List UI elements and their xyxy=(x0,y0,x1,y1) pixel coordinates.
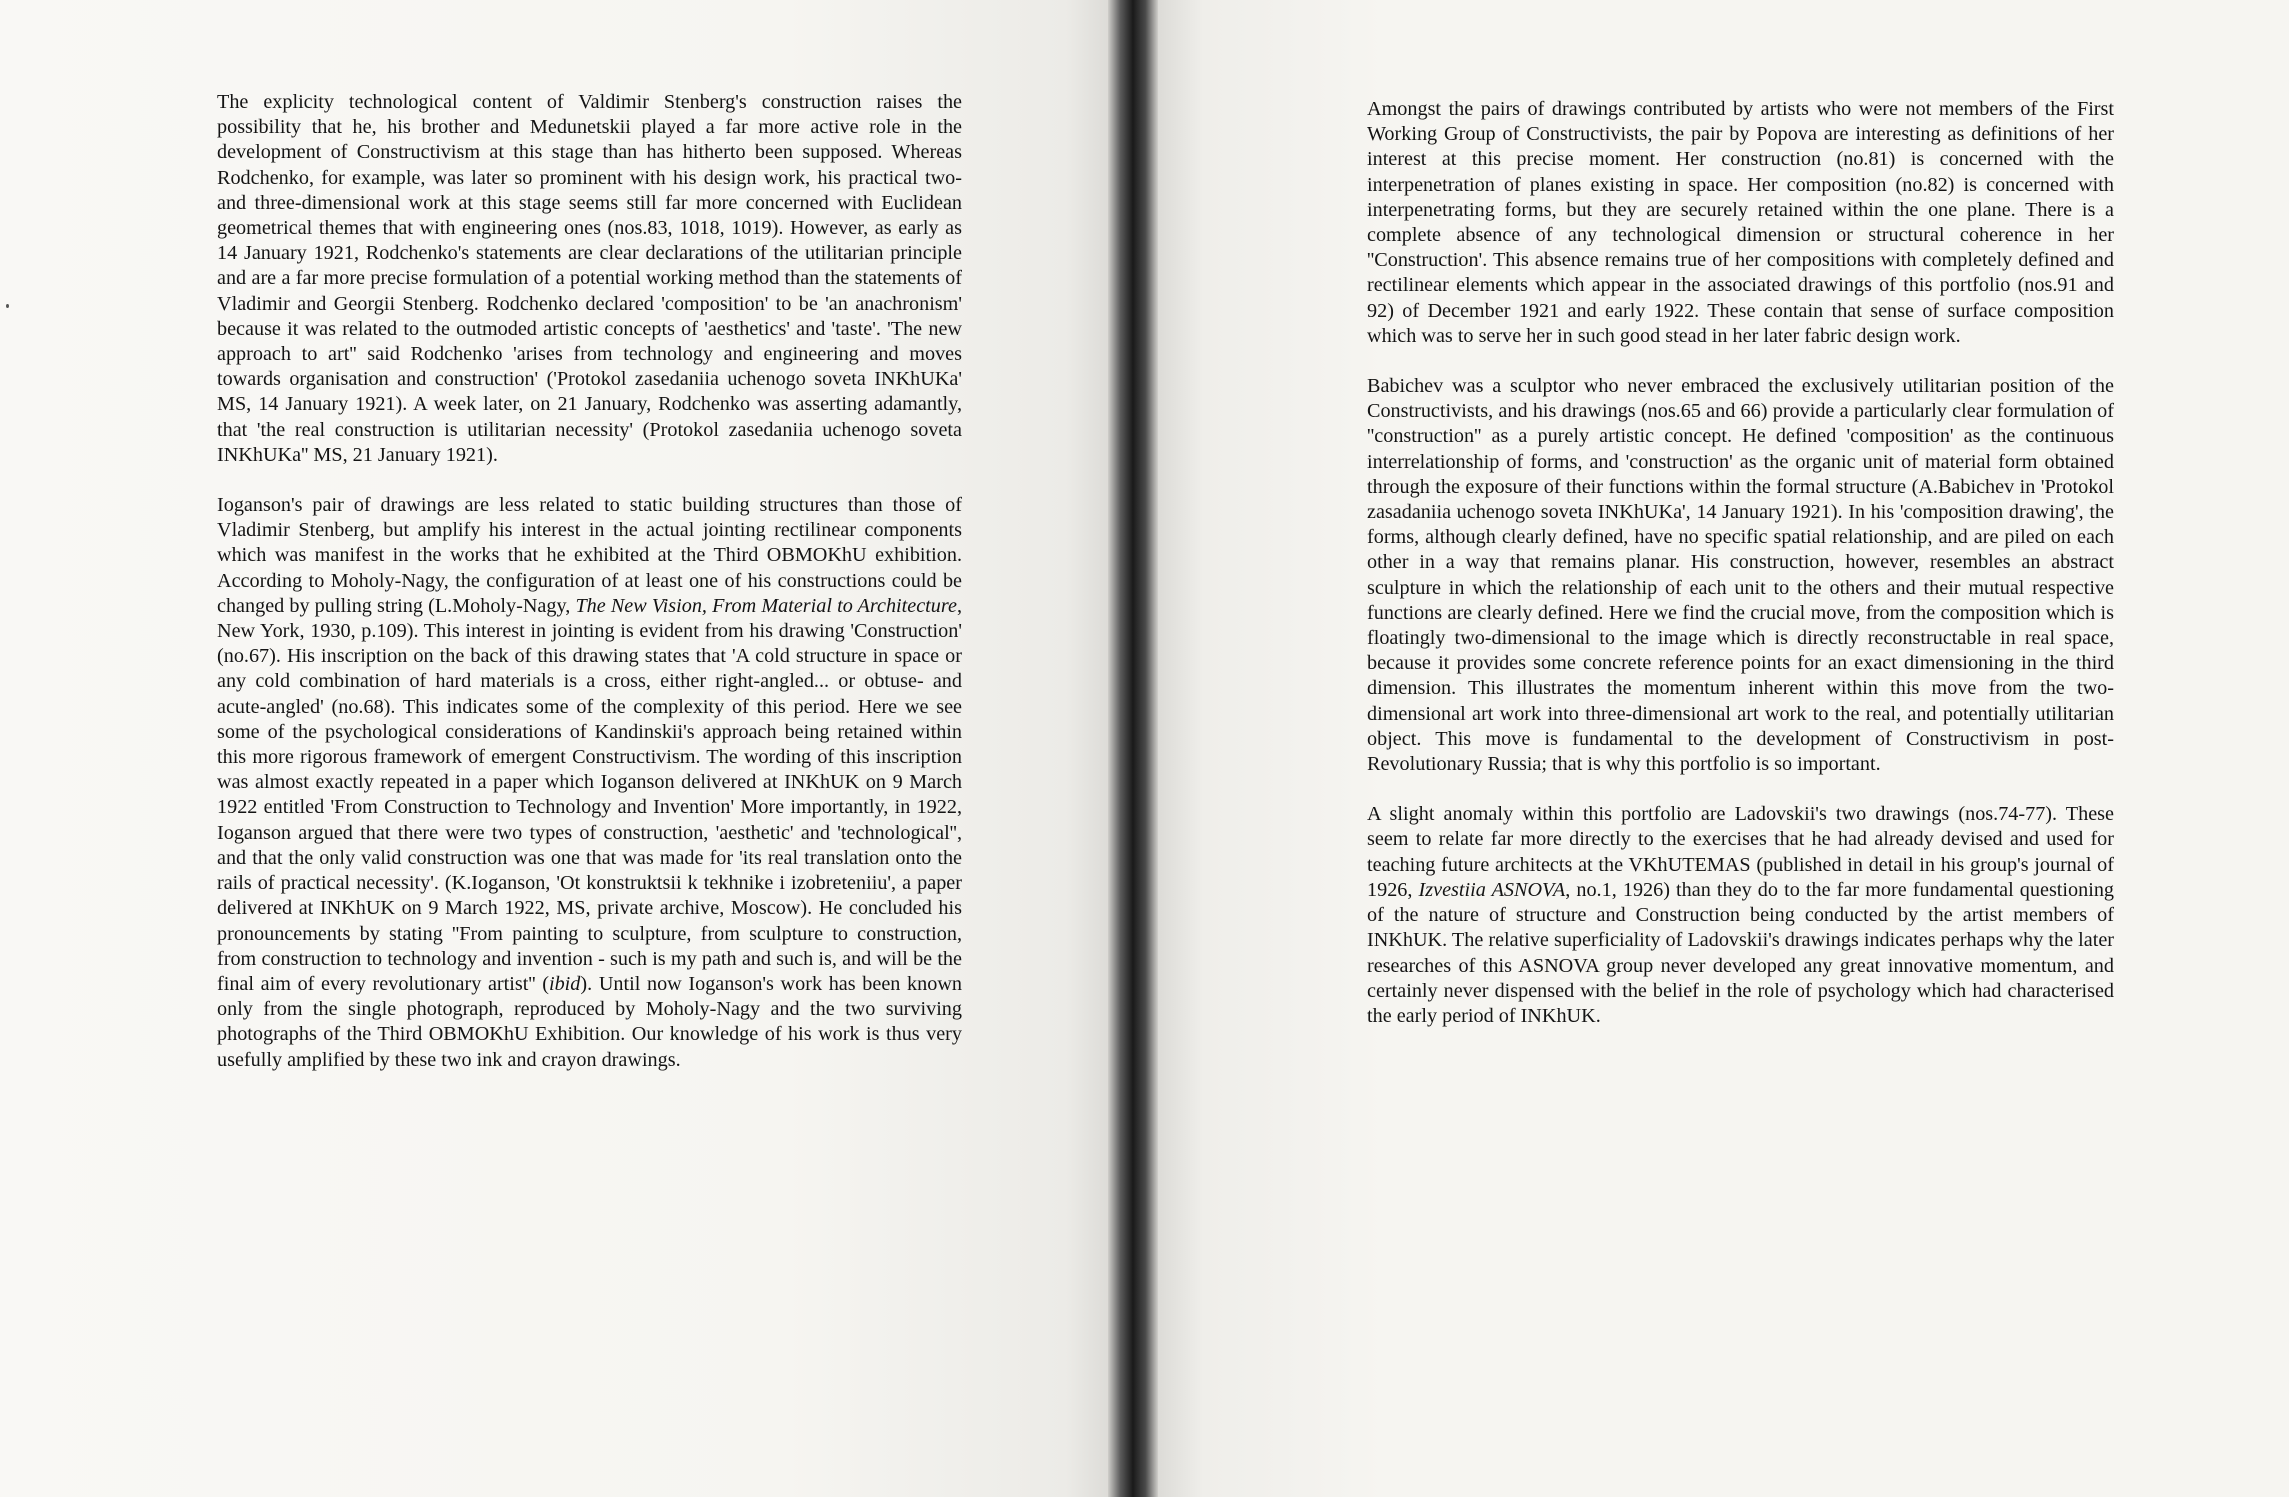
left-paragraph-1: The explicity technological content of Valdimir Stenberg's construction raises the possibility that he, his brother and Medunetskii played a far more active role in the development of Constructivism at this stage than has hitherto been supposed. Whereas Rodchenko, for example, was later so prominent with his design work, his practical two- and three-dimensional work at this stage seems still far more concerned with Euclidean geometrical themes that with engineering ones (nos.83, 1018, 1019). However, as early as 14 January 1921, Rodchenko's statements are clear declarations of the utilitarian principle and are a far more precise formulation of a potential working method than the statements of Vladimir and Georgii Stenberg. Rodchenko declared 'composition' to be 'an anachronism' because it was related to the outmoded artistic concepts of 'aesthetics' and 'taste'. 'The new approach to art'' said Rodchenko 'arises from technology and engineering and moves towards organisation and construction' ('Protokol zasedaniia uchenogo soveta INKhUKa' MS, 14 January 1921). A week later, on 21 January, Rodchenko was asserting adamantly, that 'the real construction is utilitarian necessity' (Protokol zasedaniia uchenogo soveta INKhUKa'' MS, 21 January 1921). xyxy=(217,91,962,466)
right-paragraph-3 xyxy=(1367,802,2114,1029)
left-page xyxy=(0,0,1122,1497)
right-paragraph-2: Babichev was a sculptor who never embraced the exclusively utilitarian position of the Constructivists, and his drawings (nos.65 and 66) provide a particularly clear formulation of ''construction'' as a purely artistic concept. He defined 'composition' as the continuous interrelationship of forms, and 'construction' as the organic unit of material form obtained through the exposure of their functions within the formal structure (A.Babichev in 'Protokol zasadaniia uchenogo soveta INKhUKa', 14 January 1921). In his 'composition drawing', the forms, although clearly defined, have no specific spatial relationship, and are piled on each other in a way that remains planar. His construction, however, resembles an abstract sculpture in which the relationship of each unit to the others and their mutual respective functions are clearly defined. Here we find the crucial move, from the composition which is floatingly two-dimensional to the image which is directly reconstructable in real space, because it provides some concrete reference points for an exact dimensioning in the third dimension. This illustrates the momentum inherent within this move from the two-dimensional art work into three-dimensional art work to the real, and potentially utilitarian object. This move is fundamental to the development of Constructivism in post-Revolutionary Russia; that is why this portfolio is so important. xyxy=(1367,375,2114,776)
left-paragraph-2-part-3: ). Until now Ioganson's work has been known only from the single photograph, reproduced by Moholy-Nagy and the two surviving photographs of the Third OBMOKhU Exhibition. Our knowledge of his work is thus very usefully amplified by these two ink and crayon drawings. xyxy=(217,972,962,1071)
left-paragraph-2 xyxy=(217,493,962,1073)
left-paragraph-2-ibid: ibid xyxy=(548,972,581,995)
book-gutter xyxy=(1108,0,1158,1497)
left-paragraph-2-part-2: , New York, 1930, p.109). This interest in jointing is evident from his drawing 'Construction' (no.67). His inscription on the back of this drawing states that 'A cold structure in space or any cold combination of hard materials is a cross, either right-angled... or obtuse- and acute-angled' (no.68). This indicates some of the complexity of this period. Here we see some of the psychological considerations of Kandinskii's approach being retained within this more rigorous framework of emergent Constructivism. The wording of this inscription was almost exactly repeated in a paper which Ioganson delivered at INKhUK on 9 March 1922 entitled 'From Construction to Technology and Invention' More importantly, in 1922, Ioganson argued that there were two types of construction, 'aesthetic' and 'technological'', and that the only valid construction was one that was made for 'its real translation onto the rails of practical necessity'. (K.Ioganson, 'Ot konstruktsii k tekhnike i izobreteniiu', a paper delivered at INKhUK on 9 March 1922, MS, private archive, Moscow). He concluded his pronouncements by stating ''From painting to sculpture, from sculpture to construction, from construction to technology and invention - such is my path and such is, and will be the final aim of every revolutionary artist'' ( xyxy=(217,594,962,995)
left-paragraph-2-book-title: The New Vision, From Material to Architecture xyxy=(575,594,957,617)
left-text-column xyxy=(217,90,962,1098)
left-paragraph-2-part-1: Ioganson's pair of drawings are less related to static building structures than those of Vladimir Stenberg, but amplify his interest in the actual jointing rectilinear components which was manifest in the works that he exhibited at the Third OBMOKhU exhibition. According to Moholy-Nagy, the configuration of at least one of his constructions could be changed by pulling string (L.Moholy-Nagy, xyxy=(217,494,962,617)
right-paragraph-3-part-2: , no.1, 1926) than they do to the far more fundamental questioning of the nature of structure and Construction being conducted by the artist members of INKhUK. The relative superficiality of Ladovskii's drawings indicates perhaps why the later researches of this ASNOVA group never developed any great innovative momentum, and certainly never dispensed with the belief in the role of psychology which had characterised the early period of INKhUK. xyxy=(1367,878,2115,1027)
right-paragraph-3-journal-title: Izvestiia ASNOVA xyxy=(1418,878,1566,901)
print-speck xyxy=(6,304,9,308)
right-paragraph-1: Amongst the pairs of drawings contributed by artists who were not members of the First Working Group of Constructivists, the pair by Popova are interesting as definitions of her interest at this precise moment. Her construction (no.81) is concerned with the interpenetration of planes existing in space. Her composition (no.82) is concerned with interpenetrating forms, but they are securely retained within the one plane. There is a complete absence of any technological dimension or structural coherence in her ''Construction'. This absence remains true of her compositions with completely defined and rectilinear elements which appear in the associated drawings of this portfolio (nos.91 and 92) of December 1921 and early 1922. These contain that sense of surface composition which was to serve her in such good stead in her later fabric design work. xyxy=(1367,98,2114,347)
right-page xyxy=(1158,0,2289,1497)
right-paragraph-3-part-1: A slight anomaly within this portfolio are Ladovskii's two drawings (nos.74-77). These seem to relate far more directly to the exercises that he had already devised and used for teaching future architects at the VKhUTEMAS (published in detail in his group's journal of 1926, xyxy=(1367,803,2114,901)
right-text-column xyxy=(1367,97,2114,1054)
